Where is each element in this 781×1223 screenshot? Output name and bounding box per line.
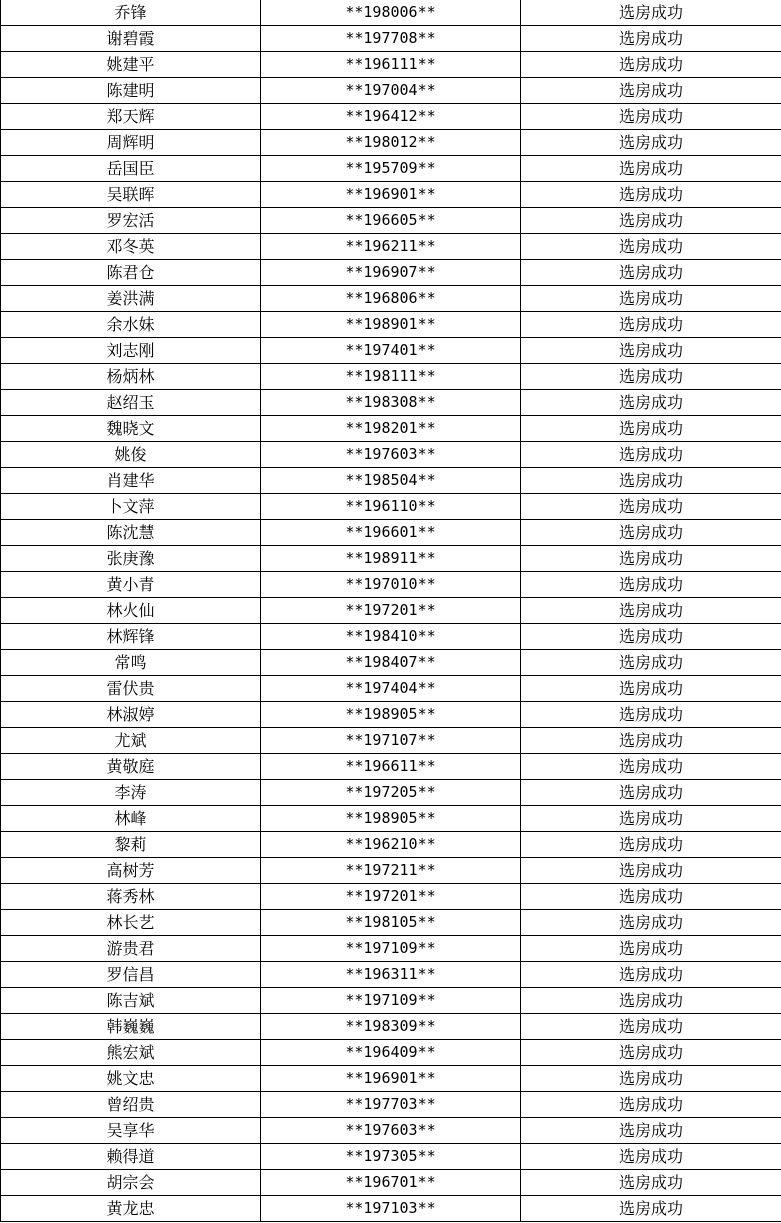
- masked-id-cell: **198905**: [261, 702, 521, 728]
- selection-status-cell: 选房成功: [521, 0, 781, 26]
- applicant-name-cell: 李涛: [1, 780, 261, 806]
- table-row: [1, 78, 781, 104]
- masked-id-cell: **198105**: [261, 910, 521, 936]
- masked-id-cell: **198504**: [261, 468, 521, 494]
- applicant-name-cell: 蒋秀林: [1, 884, 261, 910]
- applicant-name-cell: 赖得道: [1, 1144, 261, 1170]
- table-row: [1, 520, 781, 546]
- applicant-name-cell: 韩巍巍: [1, 1014, 261, 1040]
- masked-id-cell: **196211**: [261, 234, 521, 260]
- applicant-name-cell: 吴享华: [1, 1118, 261, 1144]
- selection-status-cell: 选房成功: [521, 884, 781, 910]
- masked-id-cell: **197211**: [261, 858, 521, 884]
- table-row: [1, 1170, 781, 1196]
- table-row: [1, 104, 781, 130]
- selection-status-cell: 选房成功: [521, 988, 781, 1014]
- masked-id-cell: **197109**: [261, 988, 521, 1014]
- table-row: [1, 52, 781, 78]
- table-row: [1, 676, 781, 702]
- masked-id-cell: **198911**: [261, 546, 521, 572]
- table-row: [1, 962, 781, 988]
- table-row: [1, 494, 781, 520]
- selection-status-cell: 选房成功: [521, 858, 781, 884]
- table-row: [1, 1144, 781, 1170]
- applicant-name-cell: 陈沈慧: [1, 520, 261, 546]
- masked-id-cell: **197010**: [261, 572, 521, 598]
- selection-status-cell: 选房成功: [521, 806, 781, 832]
- table-row: [1, 312, 781, 338]
- applicant-name-cell: 乔锋: [1, 0, 261, 26]
- applicant-name-cell: 郑天辉: [1, 104, 261, 130]
- masked-id-cell: **198309**: [261, 1014, 521, 1040]
- table-row: [1, 130, 781, 156]
- table-row: [1, 442, 781, 468]
- applicant-name-cell: 卜文萍: [1, 494, 261, 520]
- applicant-name-cell: 姚俊: [1, 442, 261, 468]
- applicant-name-cell: 谢碧霞: [1, 26, 261, 52]
- applicant-name-cell: 姚建平: [1, 52, 261, 78]
- applicant-name-cell: 赵绍玉: [1, 390, 261, 416]
- masked-id-cell: **197404**: [261, 676, 521, 702]
- table-row: [1, 468, 781, 494]
- selection-status-cell: 选房成功: [521, 936, 781, 962]
- selection-status-cell: 选房成功: [521, 1118, 781, 1144]
- table-row: [1, 910, 781, 936]
- selection-status-cell: 选房成功: [521, 104, 781, 130]
- selection-status-cell: 选房成功: [521, 1144, 781, 1170]
- table-row: [1, 1092, 781, 1118]
- selection-status-cell: 选房成功: [521, 1170, 781, 1196]
- table-row: [1, 988, 781, 1014]
- masked-id-cell: **197703**: [261, 1092, 521, 1118]
- masked-id-cell: **197004**: [261, 78, 521, 104]
- selection-status-cell: 选房成功: [521, 390, 781, 416]
- table-row: [1, 832, 781, 858]
- masked-id-cell: **196311**: [261, 962, 521, 988]
- selection-status-cell: 选房成功: [521, 26, 781, 52]
- selection-status-cell: 选房成功: [521, 416, 781, 442]
- selection-status-cell: 选房成功: [521, 780, 781, 806]
- masked-id-cell: **198111**: [261, 364, 521, 390]
- table-row: [1, 806, 781, 832]
- masked-id-cell: **196806**: [261, 286, 521, 312]
- applicant-name-cell: 罗信昌: [1, 962, 261, 988]
- masked-id-cell: **197708**: [261, 26, 521, 52]
- table-row: [1, 338, 781, 364]
- table-row: [1, 598, 781, 624]
- applicant-name-cell: 陈建明: [1, 78, 261, 104]
- selection-status-cell: 选房成功: [521, 338, 781, 364]
- masked-id-cell: **198012**: [261, 130, 521, 156]
- table-row: [1, 0, 781, 26]
- masked-id-cell: **196701**: [261, 1170, 521, 1196]
- masked-id-cell: **196409**: [261, 1040, 521, 1066]
- applicant-name-cell: 常鸣: [1, 650, 261, 676]
- masked-id-cell: **198901**: [261, 312, 521, 338]
- applicant-name-cell: 胡宗会: [1, 1170, 261, 1196]
- applicant-name-cell: 林火仙: [1, 598, 261, 624]
- applicant-name-cell: 姜洪满: [1, 286, 261, 312]
- applicant-name-cell: 黄小青: [1, 572, 261, 598]
- selection-status-cell: 选房成功: [521, 130, 781, 156]
- selection-status-cell: 选房成功: [521, 962, 781, 988]
- table-row: [1, 234, 781, 260]
- masked-id-cell: **195709**: [261, 156, 521, 182]
- applicant-name-cell: 陈吉斌: [1, 988, 261, 1014]
- selection-status-cell: 选房成功: [521, 728, 781, 754]
- selection-status-cell: 选房成功: [521, 156, 781, 182]
- applicant-name-cell: 余水妹: [1, 312, 261, 338]
- table-row: [1, 260, 781, 286]
- selection-status-cell: 选房成功: [521, 1066, 781, 1092]
- masked-id-cell: **197603**: [261, 442, 521, 468]
- table-row: [1, 26, 781, 52]
- masked-id-cell: **196210**: [261, 832, 521, 858]
- applicant-name-cell: 黄龙忠: [1, 1196, 261, 1222]
- selection-status-cell: 选房成功: [521, 754, 781, 780]
- applicant-name-cell: 罗宏活: [1, 208, 261, 234]
- masked-id-cell: **198006**: [261, 0, 521, 26]
- masked-id-cell: **196901**: [261, 182, 521, 208]
- table-row: [1, 728, 781, 754]
- table-row: [1, 546, 781, 572]
- masked-id-cell: **198308**: [261, 390, 521, 416]
- table-row: [1, 858, 781, 884]
- applicant-name-cell: 姚文忠: [1, 1066, 261, 1092]
- selection-status-cell: 选房成功: [521, 1092, 781, 1118]
- masked-id-cell: **197603**: [261, 1118, 521, 1144]
- selection-status-cell: 选房成功: [521, 546, 781, 572]
- table-row: [1, 624, 781, 650]
- masked-id-cell: **196111**: [261, 52, 521, 78]
- applicant-name-cell: 肖建华: [1, 468, 261, 494]
- applicant-name-cell: 高树芳: [1, 858, 261, 884]
- selection-status-cell: 选房成功: [521, 676, 781, 702]
- masked-id-cell: **198201**: [261, 416, 521, 442]
- selection-status-cell: 选房成功: [521, 442, 781, 468]
- table-row: [1, 1118, 781, 1144]
- masked-id-cell: **197201**: [261, 598, 521, 624]
- applicant-name-cell: 魏晓文: [1, 416, 261, 442]
- applicant-name-cell: 张庚豫: [1, 546, 261, 572]
- table-row: [1, 754, 781, 780]
- selection-status-cell: 选房成功: [521, 78, 781, 104]
- selection-status-cell: 选房成功: [521, 702, 781, 728]
- applicant-name-cell: 吴联晖: [1, 182, 261, 208]
- masked-id-cell: **197103**: [261, 1196, 521, 1222]
- masked-id-cell: **197401**: [261, 338, 521, 364]
- table-row: [1, 1014, 781, 1040]
- table-row: [1, 572, 781, 598]
- table-row: [1, 390, 781, 416]
- applicant-name-cell: 刘志刚: [1, 338, 261, 364]
- selection-status-cell: 选房成功: [521, 598, 781, 624]
- applicant-name-cell: 林辉锋: [1, 624, 261, 650]
- table-row: [1, 208, 781, 234]
- masked-id-cell: **197205**: [261, 780, 521, 806]
- masked-id-cell: **197305**: [261, 1144, 521, 1170]
- masked-id-cell: **197201**: [261, 884, 521, 910]
- applicant-name-cell: 曾绍贵: [1, 1092, 261, 1118]
- selection-status-cell: 选房成功: [521, 494, 781, 520]
- selection-status-cell: 选房成功: [521, 182, 781, 208]
- table-row: [1, 286, 781, 312]
- table-body: [1, 0, 781, 1222]
- selection-status-cell: 选房成功: [521, 364, 781, 390]
- applicant-name-cell: 游贵君: [1, 936, 261, 962]
- selection-status-cell: 选房成功: [521, 286, 781, 312]
- selection-status-cell: 选房成功: [521, 312, 781, 338]
- selection-status-cell: 选房成功: [521, 572, 781, 598]
- applicant-name-cell: 杨炳林: [1, 364, 261, 390]
- masked-id-cell: **196907**: [261, 260, 521, 286]
- applicant-name-cell: 林淑婷: [1, 702, 261, 728]
- table-row: [1, 702, 781, 728]
- masked-id-cell: **197107**: [261, 728, 521, 754]
- applicant-name-cell: 黎莉: [1, 832, 261, 858]
- selection-status-cell: 选房成功: [521, 650, 781, 676]
- table-row: [1, 650, 781, 676]
- masked-id-cell: **196611**: [261, 754, 521, 780]
- applicant-name-cell: 岳国臣: [1, 156, 261, 182]
- applicant-name-cell: 邓冬英: [1, 234, 261, 260]
- selection-status-cell: 选房成功: [521, 1040, 781, 1066]
- selection-status-cell: 选房成功: [521, 208, 781, 234]
- selection-status-cell: 选房成功: [521, 910, 781, 936]
- applicant-name-cell: 周辉明: [1, 130, 261, 156]
- applicant-name-cell: 黄敬庭: [1, 754, 261, 780]
- applicant-name-cell: 尤斌: [1, 728, 261, 754]
- table-row: [1, 156, 781, 182]
- table-row: [1, 182, 781, 208]
- masked-id-cell: **198905**: [261, 806, 521, 832]
- selection-status-cell: 选房成功: [521, 52, 781, 78]
- table-row: [1, 1196, 781, 1222]
- selection-status-cell: 选房成功: [521, 468, 781, 494]
- applicant-name-cell: 林长艺: [1, 910, 261, 936]
- table-row: [1, 1066, 781, 1092]
- applicant-name-cell: 林峰: [1, 806, 261, 832]
- table-row: [1, 364, 781, 390]
- selection-status-cell: 选房成功: [521, 832, 781, 858]
- selection-status-cell: 选房成功: [521, 520, 781, 546]
- masked-id-cell: **196412**: [261, 104, 521, 130]
- table-row: [1, 936, 781, 962]
- masked-id-cell: **196110**: [261, 494, 521, 520]
- applicant-name-cell: 雷伏贵: [1, 676, 261, 702]
- masked-id-cell: **196605**: [261, 208, 521, 234]
- table-row: [1, 884, 781, 910]
- masked-id-cell: **197109**: [261, 936, 521, 962]
- selection-status-cell: 选房成功: [521, 624, 781, 650]
- masked-id-cell: **198410**: [261, 624, 521, 650]
- table-row: [1, 780, 781, 806]
- applicant-name-cell: 陈君仓: [1, 260, 261, 286]
- applicant-name-cell: 熊宏斌: [1, 1040, 261, 1066]
- selection-status-cell: 选房成功: [521, 1014, 781, 1040]
- masked-id-cell: **196601**: [261, 520, 521, 546]
- selection-status-cell: 选房成功: [521, 1196, 781, 1222]
- selection-status-cell: 选房成功: [521, 260, 781, 286]
- table-row: [1, 1040, 781, 1066]
- masked-id-cell: **198407**: [261, 650, 521, 676]
- selection-status-cell: 选房成功: [521, 234, 781, 260]
- table-row: [1, 416, 781, 442]
- masked-id-cell: **196901**: [261, 1066, 521, 1092]
